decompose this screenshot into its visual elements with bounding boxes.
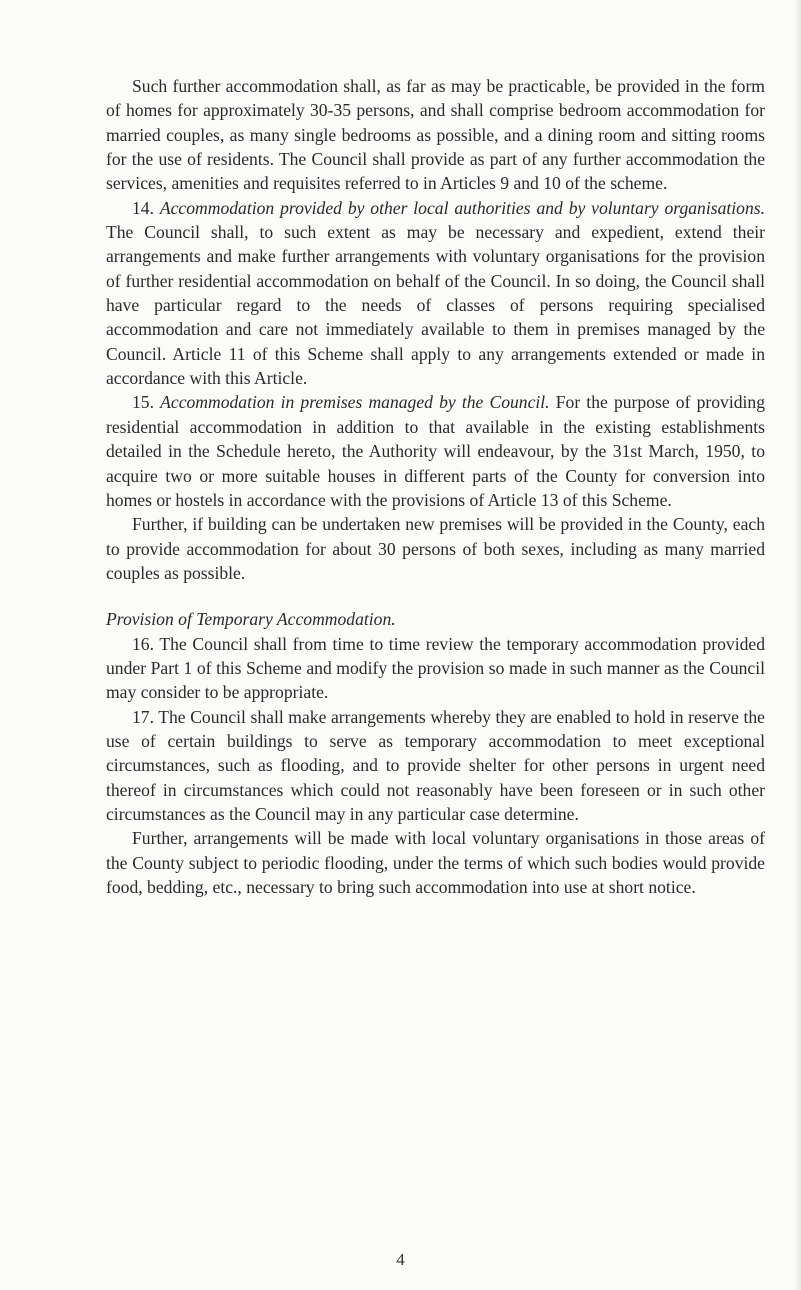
- page-edge-shadow: [794, 0, 801, 1290]
- document-page: [106, 74, 765, 899]
- paragraph-further-building: Further, if building can be undertaken new premises will be provided in the County, each to provide accommodation for about 30 persons of both sexes, including as many married couples as possible.: [106, 514, 765, 583]
- paragraph-further-accommodation: Such further accommodation shall, as far as may be practicable, be provided in the form of homes for approximately 30-35 persons, and shall comprise bedroom accommodation for married couples, as many single bedrooms as possible, and a dining room and sitting rooms for the use of residents. The Council shall provide as part of any further accommodation the services, amenities and requisites referred to in Articles 9 and 10 of the scheme.: [106, 76, 765, 194]
- article-15-body: For the purpose of providing residential accommodation in addition to that available in the existing establishments detailed in the Schedule hereto, the Authority will endeavour, by the 31st March, 1950, to acquire two or more suitable houses in different parts of the County for conversion into homes or hostels in accordance with the provisions of Article 13 of this Scheme.: [106, 392, 765, 510]
- article-15-number: 15.: [132, 392, 154, 413]
- paragraph-further-arrangements: Further, arrangements will be made with local voluntary organisations in those areas of the County subject to periodic flooding, under the terms of which such bodies would provide food, bedding, etc., necessary to bring such accommodation into use at short notice.: [106, 828, 765, 897]
- article-14-title: Accommodation provided by other local authorities and by voluntary organisations.: [159, 197, 765, 218]
- section-heading-temporary-accommodation: Provision of Temporary Accommodation.: [106, 609, 396, 630]
- paragraph-article-16: 16. The Council shall from time to time review the temporary accommodation provided under Part 1 of this Scheme and modify the provision so made in such manner as the Council may consider to be appropriate.: [106, 633, 765, 703]
- paragraph-article-15: [106, 390, 765, 512]
- paragraph-article-17: 17. The Council shall make arrangements whereby they are enabled to hold in reserve the use of certain buildings to serve as temporary accommodation to meet exceptional circumstances, such as flooding, and to provide shelter for other persons in urgent need thereof in circumstances which could not reasonably have been foreseen or in such other circumstances as the Council may in any particular case determine.: [106, 706, 765, 824]
- article-14-body: The Council shall, to such extent as may be necessary and expedient, extend their arrangements and make further arrangements with voluntary organisations for the provision of further residential accommodation on behalf of the Council. In so doing, the Council shall have particular regard to the needs of classes of persons requiring specialised accommodation and care not immediately available to them in premises managed by the Council. Article 11 of this Scheme shall apply to any arrangements extended or made in accordance with this Article.: [106, 222, 765, 389]
- article-15-title: Accommodation in premises managed by the Council.: [160, 392, 550, 413]
- paragraph-article-14: [106, 196, 765, 391]
- page-number: 4: [396, 1250, 405, 1269]
- article-14-number: 14.: [132, 197, 154, 218]
